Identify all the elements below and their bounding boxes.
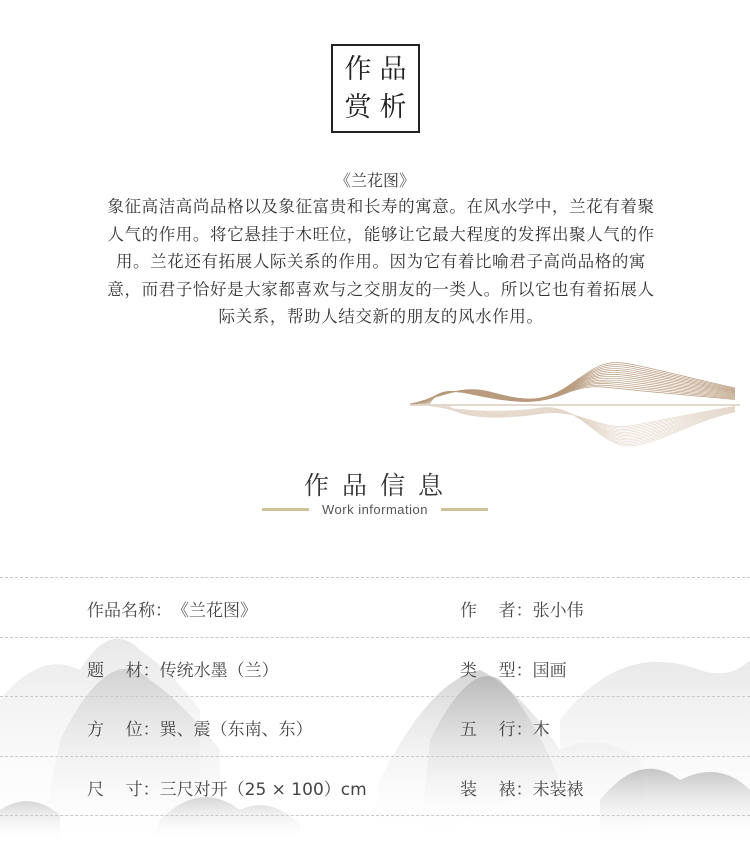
title-box	[331, 44, 420, 133]
artwork-description: 象征高洁高尚品格以及象征富贵和长寿的寓意。在风水学中，兰花有着聚人气的作用。将它悬挂于木旺位，能够让它最大程度的发挥出聚人气的作用。兰花还有拓展人际关系的作用。因为它有着比喻君子高尚品格的寓意，而君子恰好是大家都喜欢与之交朋友的一类人。所以它也有着拓展人际关系，帮助人结交新的朋友的风水作用。	[107, 197, 655, 326]
info-row	[0, 756, 750, 817]
artwork-title: 《兰花图》	[334, 171, 415, 190]
section-subtitle-row	[0, 502, 750, 517]
divider-right	[441, 508, 488, 511]
info-value: 未装裱	[532, 779, 584, 800]
info-value: 《兰花图》	[172, 601, 257, 621]
info-value: 传统水墨（兰）	[159, 660, 279, 681]
info-value: 国画	[532, 660, 567, 681]
info-cell-mounting	[460, 775, 584, 800]
info-cell-author	[460, 596, 584, 621]
info-row	[0, 577, 750, 637]
info-label: 五 行：	[460, 720, 533, 740]
info-value: 三尺对开（25 × 100）cm	[159, 779, 367, 800]
title-box-line2: 赏析	[344, 91, 415, 123]
divider-left	[262, 508, 309, 511]
info-cell-element	[460, 715, 550, 740]
info-cell-direction	[87, 715, 313, 740]
wave-decoration	[400, 348, 750, 458]
info-table	[0, 577, 750, 816]
info-label: 尺 寸：	[87, 779, 160, 800]
info-row	[0, 696, 750, 756]
info-label: 作 者：	[460, 601, 533, 621]
info-label: 作品名称：	[87, 601, 172, 621]
info-label: 类 型：	[460, 660, 533, 681]
info-cell-type	[460, 656, 567, 681]
section-title: 作品信息	[303, 471, 456, 500]
info-label: 装 裱：	[460, 779, 533, 800]
info-cell-size	[87, 775, 367, 800]
section-subtitle: Work information	[321, 502, 428, 517]
info-cell-name	[87, 596, 257, 621]
info-label: 方 位：	[87, 720, 160, 740]
info-value: 巽、震（东南、东）	[159, 720, 313, 740]
info-value: 木	[532, 720, 550, 740]
info-cell-subject	[87, 656, 279, 681]
title-box-line1: 作品	[344, 53, 415, 85]
info-value: 张小伟	[532, 601, 584, 621]
info-label: 题 材：	[87, 660, 160, 681]
info-row	[0, 637, 750, 697]
